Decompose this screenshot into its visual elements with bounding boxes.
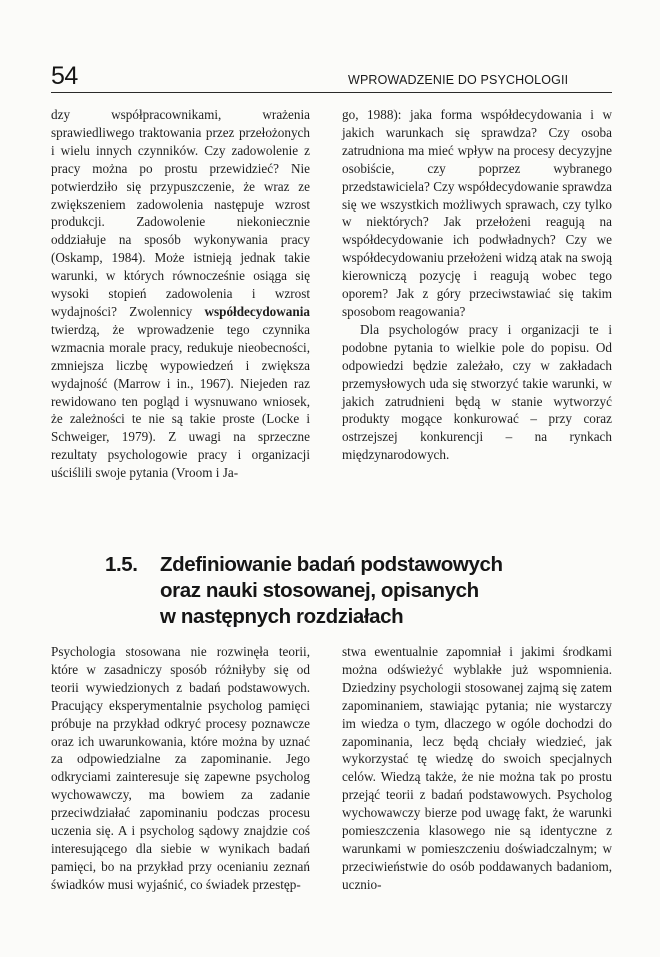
paragraph <box>342 106 612 321</box>
text-run: Dla psychologów pracy i organizacji te i podobne pytania to wielkie pole do popisu. Od odpowiedzi będzie zależało, czy w zakładach przemysłowych uda się stworzyć takie warunki, w jakich zatrudnieni będą w stanie wytworzyć produkty mogące konkurować – przy coraz ostrzejszej konkurencji – na rynkach międzynarodowych. <box>342 321 612 463</box>
running-head: WPROWADZENIE DO PSYCHOLOGII <box>348 73 569 87</box>
paragraph <box>342 321 612 464</box>
paragraph <box>342 643 612 894</box>
text-column-top-right <box>342 106 612 464</box>
section-title-line: Zdefiniowanie badań podstawowych <box>160 553 503 576</box>
paragraph <box>51 643 310 894</box>
section-title-line: oraz nauki stosowanej, opisanych <box>160 579 479 602</box>
text-run: twierdzą, że wprowadzenie tego czynnika wzmacnia morale pracy, redukuje nieobecności, zmniejsza liczbę wypowiedzeń i zwiększa wydajność (Marrow i in., 1967). Niejeden raz rewidowano ten pogląd i wysnuwano wniosek, że zależności te nie są takie proste (Locke i Schweiger, 1979). Z uwagi na sprzeczne rezultaty psychologowie pracy i organizacji uściślili swoje pytania (Vroom i Ja- <box>51 321 310 481</box>
text-column-top-left <box>51 106 310 482</box>
text-run: stwa ewentualnie zapomniał i jakimi środkami można odświeżyć wyblakłe już wspomnienia. Dziedziny psychologii stosowanej zajmą się zatem zapominaniem, stawiając pytania; nie wystarczy im wiedza o tym, dlaczego w ogóle dochodzi do zapominania, lecz będą chciały wiedzieć, jak wykorzystać tę wiedzę do swoich specjalnych celów. Wiedzą także, że nie można tak po prostu przejąć teorii z badań podstawowych. Psycholog wychowawczy bierze pod uwagę fakt, że warunki pomieszczenia klasowego nie są identyczne z warunkami w pomieszczeniu doświadczalnym; w przeciwieństwie do osób poddawanych badaniom, ucznio- <box>342 644 612 892</box>
text-column-bottom-left <box>51 643 310 894</box>
paragraph <box>51 106 310 482</box>
text-column-bottom-right <box>342 643 612 894</box>
page-number: 54 <box>51 62 78 90</box>
text-run: Psychologia stosowana nie rozwinęła teorii, które w zasadniczy sposób różniłyby się od teorii wywiedzionych z badań podstawowych. Pracujący eksperymentalnie psycholog pamięci próbuje na przykład odkryć procesy poznawcze oraz ich uwarunkowania, które można by uznać za odpowiedzialne za zapominanie. Jego odkryciami zainteresuje się zapewne psycholog wychowawczy, ma bowiem za zadanie przeciwdziałać zapominaniu podczas procesu uczenia się. A i psycholog sądowy znajdzie coś interesującego dla siebie w wynikach badań pamięci, bo na przykład przy ocenianiu zeznań świadków musi wyjaśnić, co świadek przestęp- <box>51 644 310 892</box>
text-run: dzy współpracownikami, wrażenia sprawiedliwego traktowania przez przełożonych i wielu innych czynników. Czy zadowolenie z pracy można po prostu przewidzieć? Nie potwierdziło się przypuszczenie, że wraz ze zwiększeniem zadowolenia następuje wzrost produkcji. Zadowolenie niekoniecznie oddziałuje na sposób wykonywania pracy (Oskamp, 1984). Może istnieją jednak takie warunki, w których równocześnie osiąga się wysoki stopień zadowolenia i wzrost wydajności? Zwolennicy <box>51 107 310 319</box>
header-rule <box>51 92 612 93</box>
section-title <box>160 552 600 630</box>
section-title-line: w następnych rozdziałach <box>160 605 404 628</box>
section-number: 1.5. <box>105 553 138 576</box>
bold-term: współdecydowania <box>204 303 310 319</box>
text-run: go, 1988): jaka forma współdecydowania i w jakich warunkach się sprawdza? Czy osoba zatrudniona ma mieć wpływ na procesy decyzyjne osobiście, czy poprzez wybranego przedstawiciela? Czy współdecydowanie sprawdza się we wszystkich możliwych sprawach, czy tylko w niektórych? Jak przełożeni reagują na współdecydowanie ich podwładnych? Czy we współdecydowaniu przełożeni widzą atak na swoją kierowniczą pozycję i reagują wobec tego oporem? Jak z góry przeciwstawiać się takim sposobom reagowania? <box>342 107 612 319</box>
